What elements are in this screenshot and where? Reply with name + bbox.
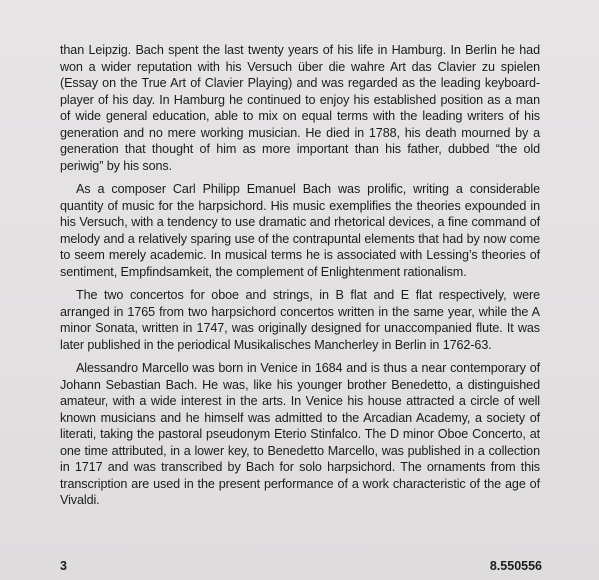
paragraph-4: Alessandro Marcello was born in Venice in 1684 and is thus a near contemporary of Johann Sebastian Bach. He was, like his younger brother Benedetto, a distinguished amateur, with a wide interest in the arts. In Venice his house attracted a circle of well known musicians and he himself was admitted to the Arcadian Academy, a society of literati, taking the pastoral pseudonym Eterio Stinfalco. The D minor Oboe Concerto, at one time attributed, in a lower key, to Benedetto Marcello, was published in a collection in 1717 and was transcribed by Bach for solo harpsichord. The ornaments from this transcription are used in the present performance of a work characteristic of the age of Vivaldi. (60, 361, 540, 507)
paragraph-3: The two concertos for oboe and strings, in B flat and E flat respectively, were arranged in 1765 from two harpsichord concertos written in the same year, while the A minor Sonata, written in 1747, was originally designed for unaccompanied flute. It was later published in the periodical Musikalisches Mancherley in Berlin in 1762-63. (60, 288, 540, 352)
catalogue-number: 8.550556 (489, 559, 542, 573)
paragraph-2: As a composer Carl Philipp Emanuel Bach was prolific, writing a considerable quantity of music for the harpsichord. His music exemplifies the theories expounded in his Versuch, with a tendency to use dramatic and rhetorical devices, a fine command of melody and a relatively sparing use of the contrapuntal elements that had by now come to seem merely academic. In musical terms he is associated with Lessing’s theories of sentiment, Empfindsamkeit, the complement of Enlightenment rationalism. (60, 182, 540, 279)
body-text (60, 42, 540, 516)
page-number: 3 (60, 559, 67, 573)
paragraph-1: than Leipzig. Bach spent the last twenty years of his life in Hamburg. In Berlin he had won a wider reputation with his Versuch über die wahre Art das Clavier zu spielen (Essay on the True Art of Clavier Playing) and was regarded as the leading keyboard-player of his day. In Hamburg he continued to enjoy his established position as a man of wide general education, able to mix on equal terms with the leading writers of his generation and no mere working musician. He died in 1788, his death mourned by a generation that thought of him as more important than his father, dubbed “the old periwig” by his sons. (60, 43, 540, 173)
